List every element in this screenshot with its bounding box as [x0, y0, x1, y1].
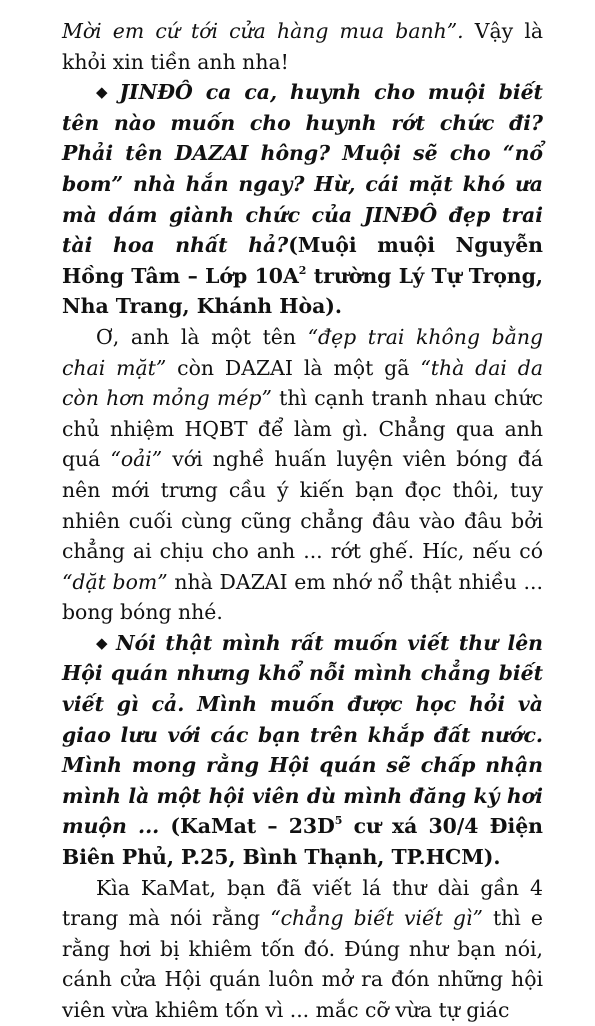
letter-question-2 — [62, 628, 543, 873]
diamond-bullet-icon: ◆ — [96, 83, 114, 102]
letter-question-1 — [62, 77, 543, 322]
reply-paragraph-2: Kìa KaMat, bạn đã viết lá thư dài gần 4 trang mà nói rằng “chẳng biết viết gì” thì e rằng hơi bị khiêm tốn đó. Đúng như bạn nói, cánh cửa Hội quán luôn mở ra đón những hội viên vừa khiêm tốn vì ... mắc cỡ vừa tự giác — [62, 875, 543, 1022]
intro-paragraph — [62, 16, 543, 77]
diamond-bullet-icon: ◆ — [96, 633, 110, 652]
letter-question-2-text: Nói thật mình rất muốn viết thư lên Hội quán nhưng khổ nỗi mình chẳng biết viết gì cả. Mình muốn được học hỏi và giao lưu với các bạn trên khắp đất nước. Mình mong rằng Hội quán sẽ chấp nhận mình là một hội viên dù mình đăng ký hơi muộn ... — [62, 630, 543, 839]
intro-quote: Mời em cứ tới cửa hàng mua banh”. — [62, 19, 464, 43]
sender-info-1: (Muội muội Nguyễn Hồng Tâm – Lớp $10A^2$ trường Lý Tự Trọng, Nha Trang, Khánh Hòa). — [62, 233, 544, 319]
letter-question-1-text: JINĐÔ ca ca, huynh cho muội biết tên nào muốn cho huynh rớt chức đi? Phải tên DAZAI hông? Muội sẽ cho “nổ bom” nhà hắn ngay? Hừ, cái mặt khó ưa mà dám giành chức của JINĐÔ đẹp trai tài hoa nhất hả? — [62, 80, 543, 258]
reply-paragraph-1: Ơ, anh là một tên “đẹp trai không bằng chai mặt” còn DAZAI là một gã “thà dai da còn hơn mỏng mép” thì cạnh tranh nhau chức chủ nhiệm HQBT để làm gì. Chẳng qua anh quá “oải” với nghề huấn luyện viên bóng đá nên mới trưng cầu ý kiến bạn đọc thôi, tuy nhiên cuối cùng cũng chẳng đâu vào đâu bởi chẳng ai chịu cho anh ... rớt ghế. Híc, nếu có “dặt bom” nhà DAZAI em nhớ nổ thật nhiều ... bong bóng nhé. — [62, 324, 544, 625]
intro-text: Vậy là khỏi xin tiền anh nha! — [62, 19, 543, 74]
sender-info-2: (KaMat – $23D^5$ cư xá 30/4 Điện Biên Phủ, P.25, Bình Thạnh, TP.HCM). — [62, 814, 543, 870]
